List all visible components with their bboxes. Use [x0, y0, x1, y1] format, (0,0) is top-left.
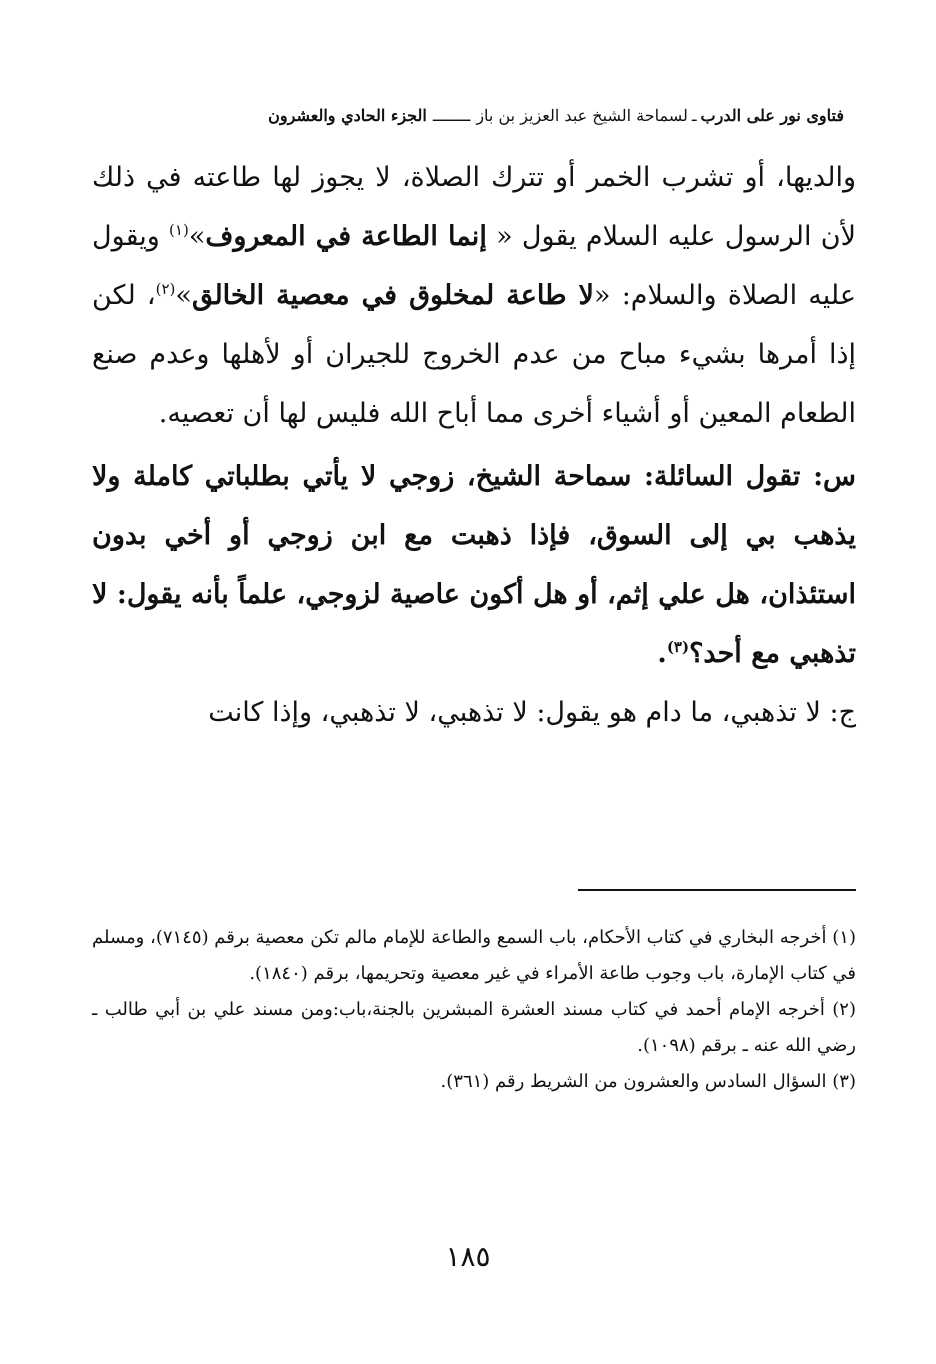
question-text: س: تقول السائلة: سماحة الشيخ، زوجي لا يأتي بطلباتي كاملة ولا يذهب بي إلى السوق، فإذا ذهبت مع ابن زوجي أو أخي بدون استئذان، هل علي إثم، أو هل أكون عاصية لزوجي، علماً بأنه يقول: لا تذهبي مع أحد؟: [92, 461, 856, 669]
answer-text: ج: لا تذهبي، ما دام هو يقول: لا تذهبي، لا تذهبي، وإذا كانت: [208, 697, 856, 728]
paragraph-text-c: ، لكن إذا أمرها بشيء مباح من عدم الخروج للجيران أو لأهلها وعدم صنع الطعام المعين أو أشياء أخرى مما أباح الله فليس لها أن تعصيه.: [92, 280, 856, 429]
answer-paragraph: [92, 683, 856, 742]
header-part: الجزء الحادي والعشرون: [268, 105, 427, 125]
page-number: ١٨٥: [445, 1240, 491, 1273]
header-book-title: فتاوى نور على الدرب: [700, 105, 844, 125]
header-separator: ـ: [691, 105, 697, 125]
footnote-3: (٣) السؤال السادس والعشرون من الشريط رقم (٣٦١).: [440, 1071, 856, 1092]
footnote-ref-2: (٢): [155, 280, 176, 298]
footnote-1: (١) أخرجه البخاري في كتاب الأحكام، باب السمع والطاعة للإمام مالم تكن معصية برقم (٧١٤٥)، ومسلم في كتاب الإمارة، باب وجوب طاعة الأمراء في غير معصية وتحريمها، برقم (١٨٤٠).: [92, 927, 856, 984]
footnote-ref-3: (٣): [666, 638, 690, 656]
header-author: لسماحة الشيخ عبد العزيز بن باز: [476, 105, 688, 125]
question-end: .: [657, 638, 667, 669]
running-header: [92, 98, 844, 132]
footnote-ref-1: (١): [169, 221, 189, 239]
question-paragraph: [92, 447, 856, 683]
paragraph-text-b: ويقول عليه الصلاة والسلام: «: [92, 221, 856, 311]
hadith-quote-2: لا طاعة لمخلوق في معصية الخالق: [191, 280, 594, 311]
body-text: [92, 148, 856, 742]
paragraph-text-a: والديها، أو تشرب الخمر أو تترك الصلاة، لا يجوز لها طاعته في ذلك لأن الرسول عليه السلام يقول «: [92, 162, 857, 252]
hadith-quote-1: إنما الطاعة في المعروف: [205, 221, 487, 252]
footnote-2: (٢) أخرجه الإمام أحمد في كتاب مسند العشرة المبشرين بالجنة،باب:ومن مسند علي بن أبي طالب ـ رضي الله عنه ـ برقم (١٠٩٨).: [92, 999, 856, 1056]
header-long-separator: ــــــــ: [432, 105, 471, 125]
answer-continuation-paragraph: والديها، أو تشرب الخمر أو تترك الصلاة، لا يجوز لها طاعته في ذلك لأن الرسول عليه السلام يقول « إنما الطاعة في المعروف»$^{(١)}$ ويقول عليه الصلاة والسلام: «لا طاعة لمخلوق في معصية الخالق»$^{(٢)}$، لكن إذا أمرها بشيء مباح من عدم الخروج للجيران أو لأهلها وعدم صنع الطعام المعين أو أشياء أخرى مما أباح الله فليس لها أن تعصيه.: [92, 162, 857, 429]
footnote-divider: [578, 889, 856, 891]
footnotes: [92, 920, 856, 1100]
